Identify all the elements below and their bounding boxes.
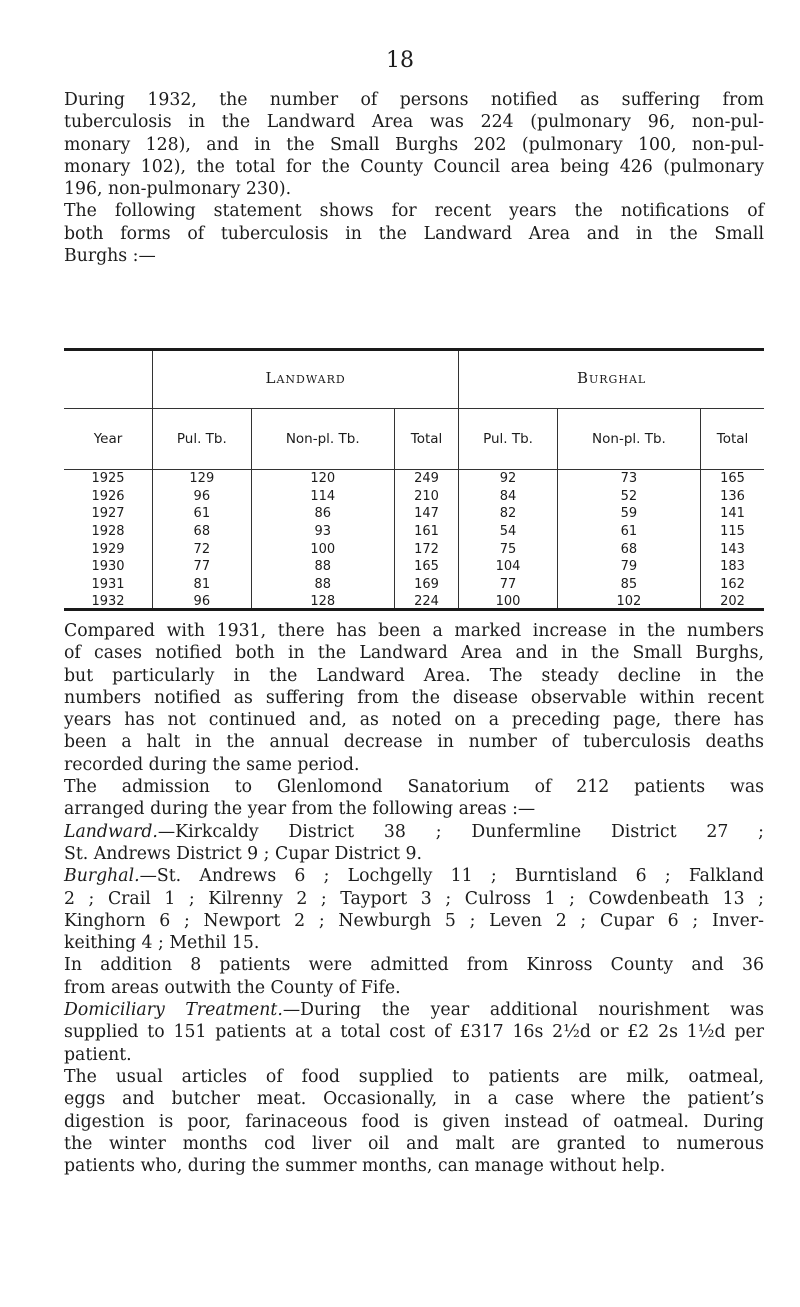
text-line: The usual articles of food supplied to patients are milk, oatmeal, (64, 1066, 764, 1087)
text-line: The following statement shows for recent years the notifications of (64, 201, 764, 222)
text-line: monary 128), and in the Small Burghs 202 (pulmonary 100, non-pul- (64, 134, 764, 155)
table-cell: 165 (701, 470, 764, 488)
group-header-burghal: Burghal (459, 348, 764, 409)
table-cell: 224 (394, 593, 458, 611)
table-cell: 93 (251, 523, 394, 541)
text-line: St. Andrews District 9 ; Cupar District 9. (64, 843, 423, 864)
column-header-row (64, 409, 764, 470)
text-line: but particularly in the Landward Area. The steady decline in the (64, 665, 764, 686)
text-line: Burghal.—St. Andrews 6 ; Lochgelly 11 ; Burntisland 6 ; Falkland (64, 866, 764, 887)
column-header: Total (701, 409, 764, 470)
table-cell: 52 (557, 488, 700, 506)
group-header-landward: Landward (153, 348, 459, 409)
table-cell: 128 (251, 593, 394, 611)
table-row (64, 540, 764, 558)
table-cell: 1928 (91, 524, 125, 540)
text-line: numbers notified as suffering from the disease observable within recent (64, 687, 764, 708)
table-cell: 129 (153, 470, 252, 488)
text-line: Domiciliary Treatment.—During the year additional nourishment was (64, 1000, 764, 1021)
table-cell: 1927 (91, 506, 125, 522)
table-cell: 84 (459, 488, 558, 506)
table-row (64, 470, 764, 488)
table-cell: 136 (701, 488, 764, 506)
table-cell: 172 (394, 540, 458, 558)
table-body (64, 470, 764, 611)
text-line: supplied to 151 patients at a total cost of £317 16s 2½d or £2 2s 1½d per (64, 1022, 764, 1043)
column-header: Non-pl. Tb. (251, 409, 394, 470)
table-cell: 120 (251, 470, 394, 488)
table-cell: 88 (251, 576, 394, 594)
table-cell: 100 (459, 593, 558, 611)
column-header: Year (64, 409, 153, 470)
column-header: Pul. Tb. (459, 409, 558, 470)
run-in-heading: Domiciliary Treatment. (64, 1000, 283, 1021)
text-line: the winter months cod liver oil and malt are granted to numerous (64, 1133, 764, 1154)
table-cell: 82 (459, 505, 558, 523)
text-line: from areas outwith the County of Fife. (64, 977, 401, 998)
notifications-table (64, 348, 764, 611)
table-cell: 141 (701, 505, 764, 523)
table-cell: 1925 (64, 470, 153, 488)
table-cell: 88 (251, 558, 394, 576)
table-cell: 1932 (91, 594, 125, 610)
text-line: patients who, during the summer months, can manage without help. (64, 1156, 666, 1177)
table-cell: 86 (251, 505, 394, 523)
table-cell: 77 (459, 576, 558, 594)
text-line: Burghs :— (64, 246, 156, 267)
table-cell: 100 (251, 540, 394, 558)
table-row (64, 558, 764, 576)
table-row (64, 523, 764, 541)
body-text (64, 620, 764, 1177)
table-cell: 68 (557, 540, 700, 558)
run-in-heading: Burghal. (64, 866, 140, 887)
table-cell: 147 (394, 505, 458, 523)
table-bottom-rule (64, 608, 764, 611)
column-header: Non-pl. Tb. (557, 409, 700, 470)
text-line: digestion is poor, farinaceous food is given instead of oatmeal. During (64, 1111, 764, 1132)
table-cell: 1930 (91, 559, 125, 575)
text-line: Landward.—Kirkcaldy District 38 ; Dunfermline District 27 ; (64, 821, 764, 842)
intro-paragraph (64, 89, 764, 267)
table-cell: 249 (394, 470, 458, 488)
table-cell: 115 (701, 523, 764, 541)
text-line: During 1932, the number of persons notified as suffering from (64, 90, 764, 110)
table-cell: 72 (153, 540, 252, 558)
table-cell: 61 (557, 523, 700, 541)
text-line: The admission to Glenlomond Sanatorium of 212 patients was (64, 777, 764, 798)
table-cell: 102 (557, 593, 700, 611)
text-line: recorded during the same period. (64, 754, 360, 775)
table-cell: 73 (557, 470, 700, 488)
table-cell: 169 (394, 576, 458, 594)
table-cell: 81 (153, 576, 252, 594)
table-cell: 92 (459, 470, 558, 488)
table-cell: 104 (459, 558, 558, 576)
text-line: monary 102), the total for the County Council area being 426 (pulmonary (64, 156, 764, 177)
table-cell: 1929 (91, 541, 125, 557)
text-line: 196, non-pulmonary 230). (64, 179, 292, 200)
table-row (64, 576, 764, 594)
text-line: Kinghorn 6 ; Newport 2 ; Newburgh 5 ; Leven 2 ; Cupar 6 ; Inver- (64, 910, 764, 931)
table-cell: 96 (153, 593, 252, 611)
table-cell: 114 (251, 488, 394, 506)
page-number: 18 (386, 48, 414, 73)
table-cell: 162 (701, 576, 764, 594)
text-line: years has not continued and, as noted on a preceding page, there has (64, 710, 764, 731)
table-cell: 143 (701, 540, 764, 558)
table-cell: 161 (394, 523, 458, 541)
table-cell: 210 (394, 488, 458, 506)
text-line: In addition 8 patients were admitted from Kinross County and 36 (64, 955, 764, 976)
table-cell: 54 (459, 523, 558, 541)
text-line: of cases notified both in the Landward Area and in the Small Burghs, (64, 643, 764, 664)
text-line: eggs and butcher meat. Occasionally, in a case where the patient’s (64, 1089, 764, 1110)
text-line: arranged during the year from the following areas :— (64, 799, 536, 820)
text-line: 2 ; Crail 1 ; Kilrenny 2 ; Tayport 3 ; Culross 1 ; Cowdenbeath 13 ; (64, 888, 764, 909)
text-line: Compared with 1931, there has been a marked increase in the numbers (64, 621, 764, 641)
group-header-row (64, 348, 764, 409)
table-cell: 75 (459, 540, 558, 558)
text-line: patient. (64, 1044, 132, 1065)
text-line: keithing 4 ; Methil 15. (64, 933, 260, 954)
run-in-heading: Landward. (64, 821, 158, 842)
table-cell: 79 (557, 558, 700, 576)
column-header: Pul. Tb. (153, 409, 252, 470)
column-header: Total (394, 409, 458, 470)
table-row (64, 505, 764, 523)
table-cell: 85 (557, 576, 700, 594)
text-line: tuberculosis in the Landward Area was 224 (pulmonary 96, non-pul- (64, 112, 764, 133)
table-cell: 202 (701, 593, 764, 611)
table-cell: 1931 (91, 576, 125, 592)
table-cell: 59 (557, 505, 700, 523)
table-top-rule (64, 348, 764, 351)
table-cell: 96 (153, 488, 252, 506)
table-cell: 61 (153, 505, 252, 523)
table-cell: 165 (394, 558, 458, 576)
text-line: been a halt in the annual decrease in number of tuberculosis deaths (64, 732, 764, 753)
table-row (64, 488, 764, 506)
table-cell: 68 (153, 523, 252, 541)
table-cell: 77 (153, 558, 252, 576)
table-cell: 183 (701, 558, 764, 576)
text-line: both forms of tuberculosis in the Landward Area and in the Small (64, 223, 764, 244)
table-cell: 1926 (91, 488, 125, 504)
